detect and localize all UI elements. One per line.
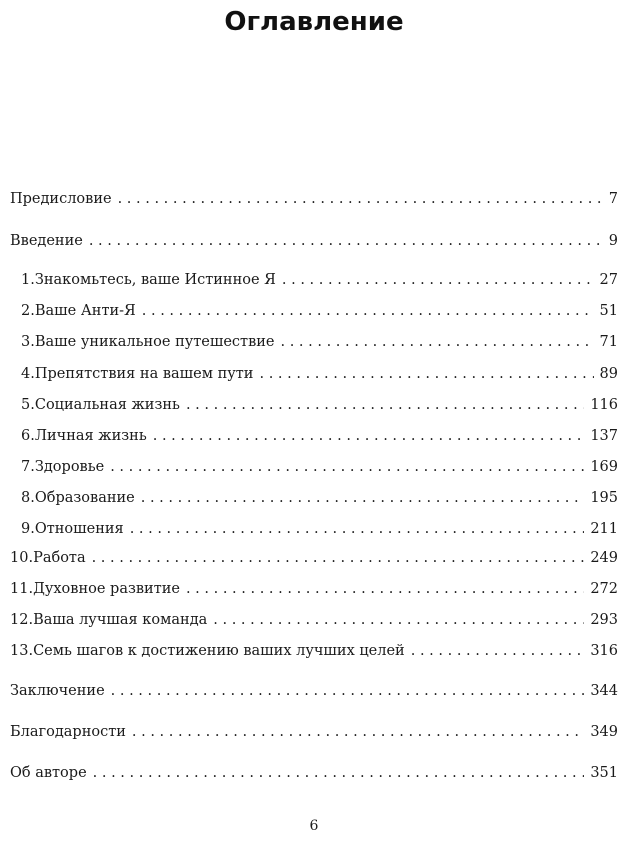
toc-entry-title: Благодарности: [10, 724, 126, 740]
toc-entry-introduction: [10, 228, 618, 254]
toc-entry-chapter-3: [21, 329, 618, 355]
toc-entry-about-author: [10, 760, 618, 786]
toc-entry-number: 2.: [21, 303, 35, 319]
toc-entry-title: Введение: [10, 233, 83, 249]
toc-entry-page: 89: [599, 366, 618, 382]
toc-entry-page: 169: [590, 459, 618, 475]
toc-entry-chapter-13: [10, 638, 618, 664]
dot-leader: [93, 760, 585, 786]
dot-leader: [411, 638, 585, 664]
toc-entry-title: Предисловие: [10, 191, 112, 207]
dot-leader: [132, 719, 584, 745]
dot-leader: [282, 267, 594, 293]
dot-leader: [130, 516, 585, 542]
toc-entry-number: 3.: [21, 334, 35, 350]
dot-leader: [89, 228, 603, 254]
toc-entry-number: 6.: [21, 428, 35, 444]
toc-entry-number: 7.: [21, 459, 35, 475]
toc-entry-title: Отношения: [34, 521, 124, 537]
toc-entry-chapter-2: [21, 298, 618, 324]
toc-entry-page: 71: [599, 334, 618, 350]
toc-entry-title: Социальная жизнь: [34, 397, 180, 413]
toc-entry-title: Заключение: [10, 683, 105, 699]
toc-entry-number: 9.: [21, 521, 35, 537]
toc-entry-chapter-8: [21, 485, 618, 511]
toc-entry-page: 344: [590, 683, 618, 699]
toc-entry-page: 211: [590, 521, 618, 537]
toc-entry-page: 116: [590, 397, 618, 413]
page-number: 6: [309, 818, 319, 834]
toc-entry-number: 5.: [21, 397, 35, 413]
toc-entry-title: Об авторе: [10, 765, 87, 781]
toc-entry-page: 351: [590, 765, 618, 781]
toc-entry-number: 12.: [10, 612, 34, 628]
toc-entry-title: Ваше уникальное путешествие: [34, 334, 275, 350]
toc-entry-title: Здоровье: [34, 459, 105, 475]
toc-entry-page: 195: [590, 490, 618, 506]
toc-entry-chapter-12: [10, 607, 618, 633]
toc-entry-chapter-10: [10, 545, 618, 571]
dot-leader: [153, 423, 585, 449]
toc-entry-title: Семь шагов к достижению ваших лучших целей: [33, 643, 405, 659]
toc-entry-title: Знакомьтесь, ваше Истинное Я: [34, 272, 276, 288]
toc-entry-page: 9: [608, 233, 618, 249]
toc-entry-number: 1.: [21, 272, 35, 288]
dot-leader: [280, 329, 593, 355]
dot-leader: [186, 392, 584, 418]
toc-entry-number: 11.: [10, 581, 34, 597]
toc-entry-title: Духовное развитие: [33, 581, 180, 597]
toc-entry-conclusion: [10, 678, 618, 704]
toc-entry-chapter-4: [21, 361, 618, 387]
page-title: Оглавление: [224, 7, 404, 37]
toc-entry-title: Ваша лучшая команда: [33, 612, 208, 628]
toc-entry-number: 13.: [10, 643, 34, 659]
dot-leader: [186, 576, 584, 602]
toc-entry-page: 316: [590, 643, 618, 659]
dot-leader: [110, 454, 584, 480]
dot-leader: [92, 545, 585, 571]
toc-entry-chapter-7: [21, 454, 618, 480]
toc-entry-page: 249: [590, 550, 618, 566]
toc-entry-page: 272: [590, 581, 618, 597]
toc-entry-chapter-1: [21, 267, 618, 293]
toc-entry-title: Ваше Анти-Я: [34, 303, 136, 319]
toc-entry-number: 4.: [21, 366, 35, 382]
toc-entry-number: 8.: [21, 490, 35, 506]
dot-leader: [259, 361, 593, 387]
toc-entry-chapter-11: [10, 576, 618, 602]
toc-entry-chapter-6: [21, 423, 618, 449]
toc-entry-preface: [10, 186, 618, 212]
toc-entry-acknowledgements: [10, 719, 618, 745]
dot-leader: [118, 186, 603, 212]
toc-entry-title: Работа: [33, 550, 86, 566]
toc-entry-chapter-9: [21, 516, 618, 542]
dot-leader: [213, 607, 584, 633]
toc-entry-page: 27: [599, 272, 618, 288]
toc-entry-page: 7: [608, 191, 618, 207]
dot-leader: [141, 485, 585, 511]
dot-leader: [111, 678, 585, 704]
toc-entry-page: 51: [599, 303, 618, 319]
toc-entry-title: Препятствия на вашем пути: [34, 366, 254, 382]
toc-entry-page: 293: [590, 612, 618, 628]
toc-entry-page: 137: [590, 428, 618, 444]
toc-entry-title: Личная жизнь: [34, 428, 147, 444]
toc-entry-page: 349: [590, 724, 618, 740]
toc-entry-number: 10.: [10, 550, 34, 566]
dot-leader: [142, 298, 594, 324]
toc-entry-chapter-5: [21, 392, 618, 418]
toc-entry-title: Образование: [34, 490, 135, 506]
